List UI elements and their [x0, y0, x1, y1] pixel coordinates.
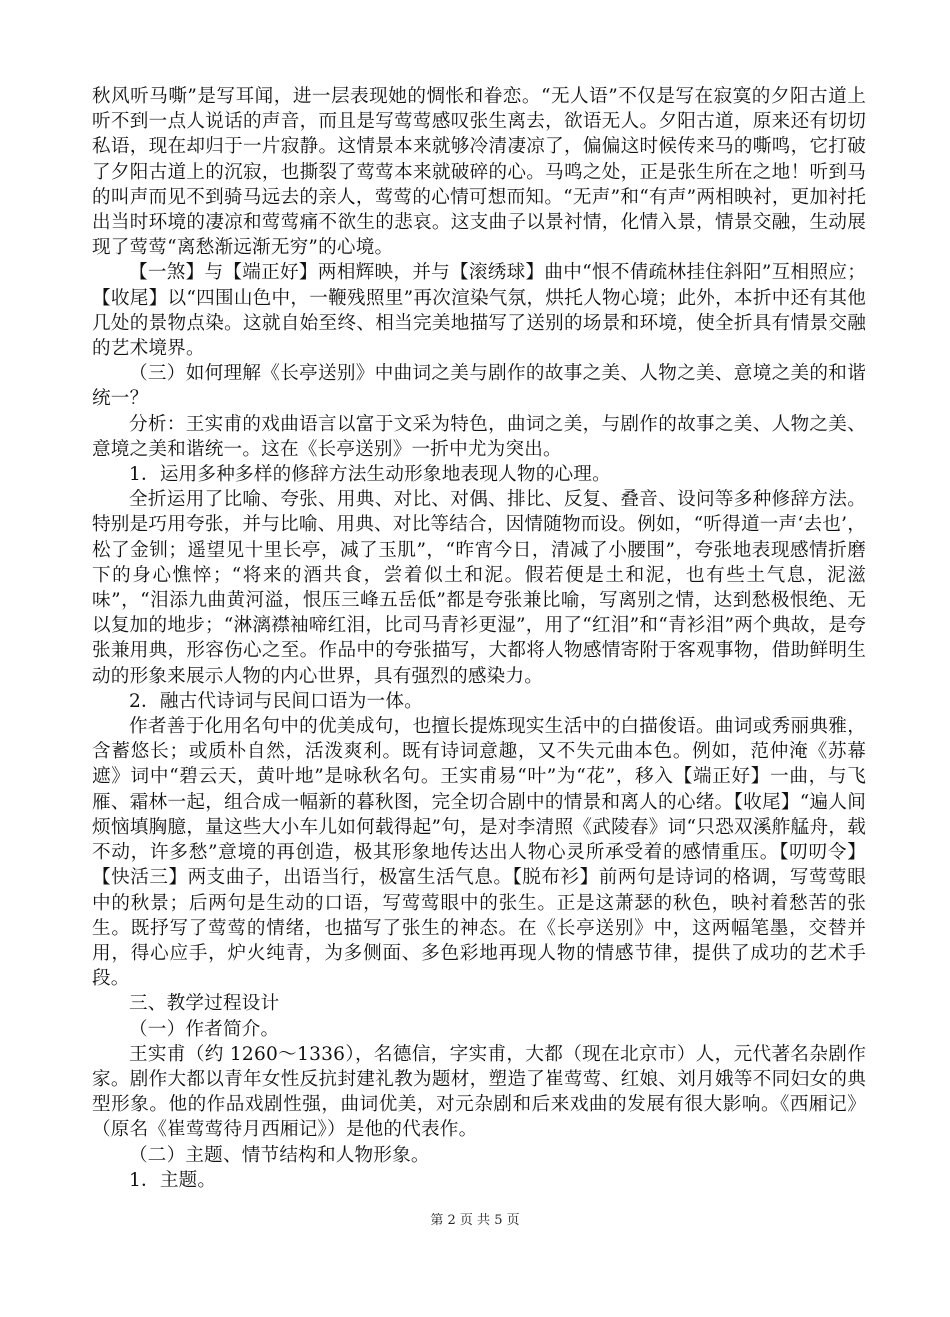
paragraph-analysis: 分析：王实甫的戏曲语言以富于文采为特色，曲词之美，与剧作的故事之美、人物之美、意境之美和谐统一。这在《长亭送别》一折中尤为突出。 — [92, 413, 866, 460]
point-heading-1: 1．运用多种多样的修辞方法生动形象地表现人物的心理。 — [129, 464, 611, 486]
paragraph-rhetoric: 全折运用了比喻、夸张、用典、对比、对偶、排比、反复、叠音、设问等多种修辞方法。特别是巧用夸张，并与比喻、用典、对比等结合，因情随物而设。例如，“听得道一声‘去也’，松了金钏；遥望见十里长亭，减了玉肌”，“昨宵今日，清减了小腰围”，夸张地表现感情折磨下的身心憔悴；“将来的酒共食，尝着似土和泥。假若便是土和泥，也有些土气息，泥滋味”，“泪添九曲黄河溢，恨压三峰五岳低”都是夸张兼比喻，写离别之情，达到愁极恨绝、无以复加的地步；“淋漓襟袖啼红泪，比司马青衫更湿”，用了“红泪”和“青衫泪”两个典故，是夸张兼用典，形容伤心之至。作品中的夸张描写，大都将人物感情寄附于客观事物，借助鲜明生动的形象来展示人物的内心世界，具有强烈的感染力。 — [92, 489, 866, 687]
paragraph-yisha-analysis: 【一煞】与【端正好】两相辉映，并与【滚绣球】曲中“恨不倩疏林挂住斜阳”互相照应；【收尾】以“四围山色中，一鞭残照里”再次渲染气氛，烘托人物心境；此外，本折中还有其他几处的景物点染。这就自始至终、相当完美地描写了送别的场景和环境，使全折具有情景交融的艺术境界。 — [92, 262, 866, 360]
point-heading-2: 2．融古代诗词与民间口语为一体。 — [129, 690, 423, 712]
document-body — [92, 84, 866, 1193]
paragraph-poetry-and-speech: 作者善于化用名句中的优美成句，也擅长提炼现实生活中的白描俊语。曲词或秀丽典雅，含蓄悠长；或质朴自然，活泼爽利。既有诗词意趣，又不失元曲本色。例如，范仲淹《苏幕遮》词中“碧云天，黄叶地”是咏秋名句。王实甫易“叶”为“花”，移入【端正好】一曲，与飞雁、霜林一起，组合成一幅新的暮秋图，完全切合剧中的情景和离人的心绪。【收尾】“遍人间烦恼填胸臆，量这些大小车儿如何载得起”句，是对李清照《武陵春》词“只恐双溪舴艋舟，载不动，许多愁”意境的再创造，极其形象地传达出人物心灵所承受着的感情重压。【叨叨令】【快活三】两支曲子，出语当行，极富生活气息。【脱布衫】前两句是诗词的格调，写莺莺眼中的秋景；后两句是生动的口语，写莺莺眼中的张生。正是这萧瑟的秋色，映衬着愁苦的张生。既抒写了莺莺的情绪，也描写了张生的神态。在《长亭送别》中，这两幅笔墨，交替并用，得心应手，炉火纯青，为多侧面、多色彩地再现人物的情感节律，提供了成功的艺术手段。 — [92, 716, 866, 990]
point-heading-theme: 1．主题。 — [129, 1169, 217, 1191]
section-question-3: （三）如何理解《长亭送别》中曲词之美与剧作的故事之美、人物之美、意境之美的和谐统一？ — [92, 363, 866, 410]
page-number-footer: 第 2 页 共 5 页 — [430, 1213, 520, 1228]
paragraph-author-bio: 王实甫（约 1260～1336），名德信，字实甫，大都（现在北京市）人，元代著名杂剧作家。剧作大都以青年女性反抗封建礼教为题材，塑造了崔莺莺、红娘、刘月娥等不同妇女的典型形象。他的作品戏剧性强，曲词优美，对元杂剧和后来戏曲的发展有很大影响。《西厢记》（原名《崔莺莺待月西厢记》）是他的代表作。 — [92, 1043, 866, 1141]
subsection-heading-theme: （二）主题、情节结构和人物形象。 — [129, 1144, 430, 1166]
subsection-heading-author: （一）作者简介。 — [129, 1018, 280, 1040]
paragraph-continuation: 秋风听马嘶”是写耳闻，进一层表现她的惆怅和眷恋。“无人语”不仅是写在寂寞的夕阳古道上听不到一点人说话的声音，而且是写莺莺感叹张生离去，欲语无人。夕阳古道，原来还有切切私语，现在却归于一片寂静。这情景本来就够冷清凄凉了，偏偏这时候传来马的嘶鸣，它打破了夕阳古道上的沉寂，也撕裂了莺莺本来就破碎的心。马鸣之处，正是张生所在之地！听到马的叫声而见不到骑马远去的亲人，莺莺的心情可想而知。“无声”和“有声”两相映衬，更加衬托出当时环境的凄凉和莺莺痛不欲生的悲哀。这支曲子以景衬情，化情入景，情景交融，生动展现了莺莺“离愁渐远渐无穷”的心境。 — [92, 86, 866, 259]
section-heading-teaching-design: 三、教学过程设计 — [129, 993, 280, 1015]
